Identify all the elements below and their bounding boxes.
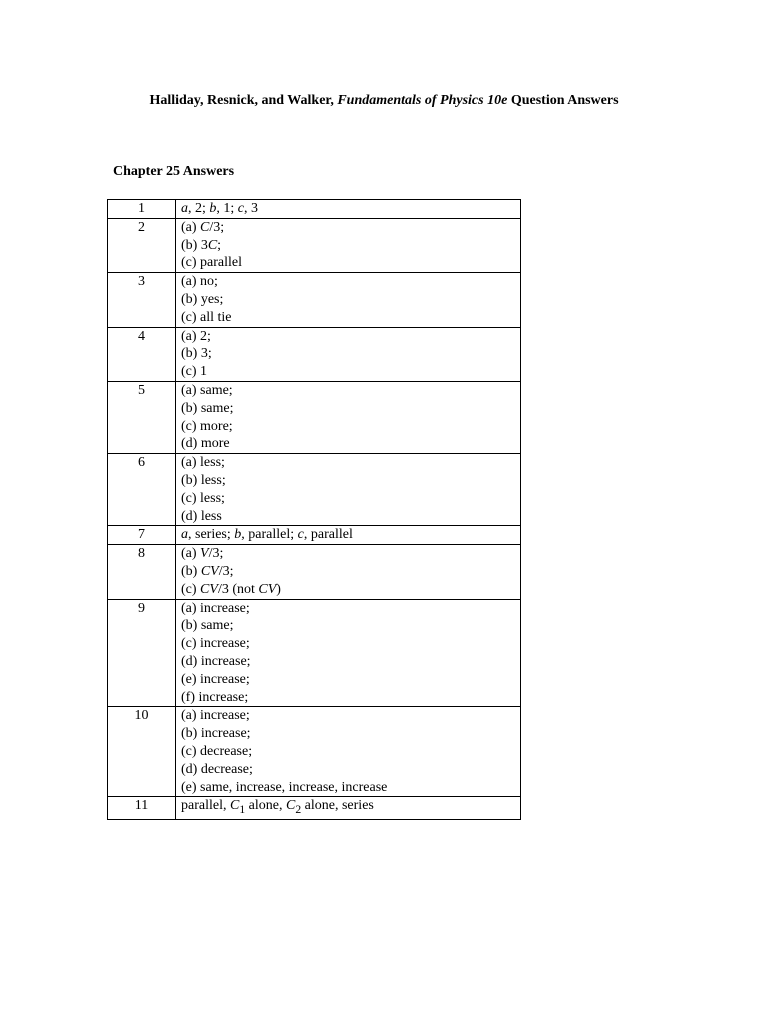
answer-line: (f) increase; [181, 689, 249, 705]
question-number: 6 [108, 454, 176, 526]
answer-cell [176, 200, 521, 219]
answer-line: (a) same; [181, 382, 233, 398]
answer-cell [176, 797, 521, 820]
table-row [108, 327, 521, 381]
answer-line: (d) increase; [181, 653, 251, 669]
question-number: 7 [108, 526, 176, 545]
question-number: 5 [108, 381, 176, 453]
answer-line: (d) more [181, 436, 230, 452]
table-row [108, 545, 521, 599]
answer-line: (a) V/3; [181, 546, 224, 562]
answer-line: (e) increase; [181, 671, 250, 687]
answer-line: (a) increase; [181, 708, 250, 724]
question-number: 1 [108, 200, 176, 219]
answer-line: (b) 3C; [181, 237, 222, 253]
answer-line: (a) increase; [181, 600, 250, 616]
table-row [108, 381, 521, 453]
title-book: Fundamentals of Physics 10e [337, 93, 508, 108]
question-number: 9 [108, 599, 176, 707]
page-title [0, 93, 768, 109]
table-row [108, 707, 521, 797]
table-row [108, 454, 521, 526]
answer-cell [176, 218, 521, 272]
answer-line: (c) 1 [181, 364, 208, 380]
title-authors: Halliday, Resnick, and Walker, [149, 93, 334, 108]
table-row [108, 797, 521, 820]
answer-cell [176, 526, 521, 545]
answer-line: a, series; b, parallel; c, parallel [181, 527, 353, 543]
answer-line: (b) same; [181, 618, 234, 634]
answer-line: (b) increase; [181, 726, 251, 742]
answer-line: (c) parallel [181, 255, 243, 271]
question-number: 10 [108, 707, 176, 797]
answer-cell [176, 545, 521, 599]
answer-line: (a) C/3; [181, 219, 225, 235]
answer-cell [176, 707, 521, 797]
answer-line: (c) all tie [181, 309, 232, 325]
table-row [108, 526, 521, 545]
answer-line: (c) increase; [181, 636, 250, 652]
answer-line: (c) less; [181, 490, 225, 506]
question-number: 11 [108, 797, 176, 820]
answer-line: (c) CV/3 (not CV) [181, 581, 281, 597]
answer-cell [176, 381, 521, 453]
answer-cell [176, 599, 521, 707]
answer-line: (e) same, increase, increase, increase [181, 779, 388, 795]
answer-line: (b) yes; [181, 291, 224, 307]
table-row [108, 273, 521, 327]
answer-line: a, 2; b, 1; c, 3 [181, 201, 258, 216]
table-row [108, 200, 521, 219]
answer-line: (d) decrease; [181, 761, 253, 777]
answer-line: (d) less [181, 508, 222, 524]
answer-line: (b) 3; [181, 346, 212, 362]
table-row [108, 218, 521, 272]
answer-line: (a) less; [181, 455, 225, 471]
title-suffix: Question Answers [510, 93, 619, 108]
answer-line: (c) more; [181, 418, 233, 434]
answer-line: (b) less; [181, 472, 226, 488]
answer-line: parallel, $C_1$ alone, $C_2$ alone, series [181, 798, 374, 817]
chapter-heading: Chapter 25 Answers [113, 164, 235, 179]
question-number: 8 [108, 545, 176, 599]
question-number: 3 [108, 273, 176, 327]
question-number: 2 [108, 218, 176, 272]
answer-cell [176, 273, 521, 327]
question-number: 4 [108, 327, 176, 381]
answer-line: (a) 2; [181, 328, 211, 344]
answer-line: (b) same; [181, 400, 234, 416]
table-row [108, 599, 521, 707]
answers-table [107, 199, 521, 820]
answer-line: (a) no; [181, 274, 218, 290]
answer-line: (c) decrease; [181, 743, 253, 759]
answer-cell [176, 454, 521, 526]
answer-line: (b) CV/3; [181, 563, 234, 579]
answer-cell [176, 327, 521, 381]
answers-table-body [108, 200, 521, 820]
